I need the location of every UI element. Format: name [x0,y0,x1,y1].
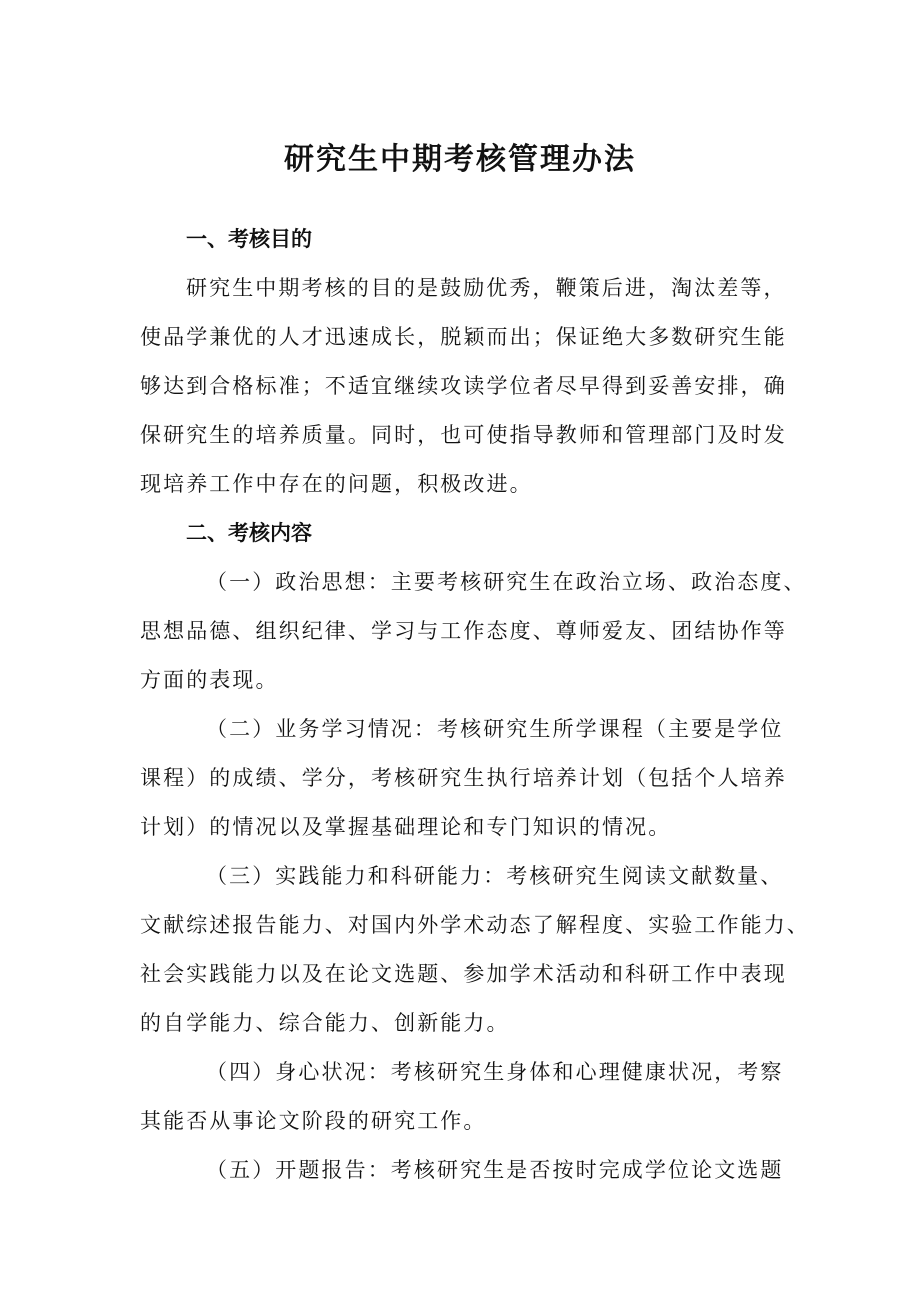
paragraph-political [140,558,807,705]
text-line: 研究生中期考核的目的是鼓励优秀，鞭策后进，淘汰差等， [186,276,787,300]
paragraph-study [140,705,785,852]
text-line: （五）开题报告：考核研究生是否按时完成学位论文选题 [206,1158,784,1182]
text-line: 课程）的成绩、学分，考核研究生执行培养计划（包括个人培养 [140,766,787,790]
text-line: 社会实践能力以及在论文选题、参加学术活动和科研工作中表现 [140,962,787,986]
section-heading-purpose: 一、考核目的 [186,227,312,251]
paragraph-health [140,1048,785,1146]
document-title: 研究生中期考核管理办法 [284,142,636,177]
text-line: 现培养工作中存在的问题，积极改进。 [140,472,533,496]
document-body [140,215,810,1195]
text-line: 思想品德、组织纪律、学习与工作态度、尊师爱友、团结协作等 [140,619,787,643]
text-line: （四）身心状况：考核研究生身体和心理健康状况，考察 [206,1060,784,1084]
section-heading-content: 二、考核内容 [186,521,312,545]
text-line: 的自学能力、综合能力、创新能力。 [140,1011,510,1035]
text-line: （三）实践能力和科研能力：考核研究生阅读文献数量、 [206,864,784,888]
paragraph-research [140,852,810,1048]
paragraph-proposal [140,1146,785,1195]
text-line: （一）政治思想：主要考核研究生在政治立场、政治态度、 [206,570,807,594]
text-line: 保研究生的培养质量。同时，也可使指导教师和管理部门及时发 [140,423,787,447]
text-line: 计划）的情况以及掌握基础理论和专门知识的情况。 [140,815,672,839]
text-line: 方面的表现。 [140,668,279,692]
text-line: 使品学兼优的人才迅速成长，脱颖而出；保证绝大多数研究生能 [140,325,787,349]
text-line: 文献综述报告能力、对国内外学术动态了解程度、实验工作能力、 [140,913,810,937]
paragraph-purpose [140,264,785,509]
text-line: 其能否从事论文阶段的研究工作。 [140,1109,487,1133]
text-line: 够达到合格标准；不适宜继续攻读学位者尽早得到妥善安排，确 [140,374,787,398]
text-line: （二）业务学习情况：考核研究生所学课程（主要是学位 [206,717,784,741]
